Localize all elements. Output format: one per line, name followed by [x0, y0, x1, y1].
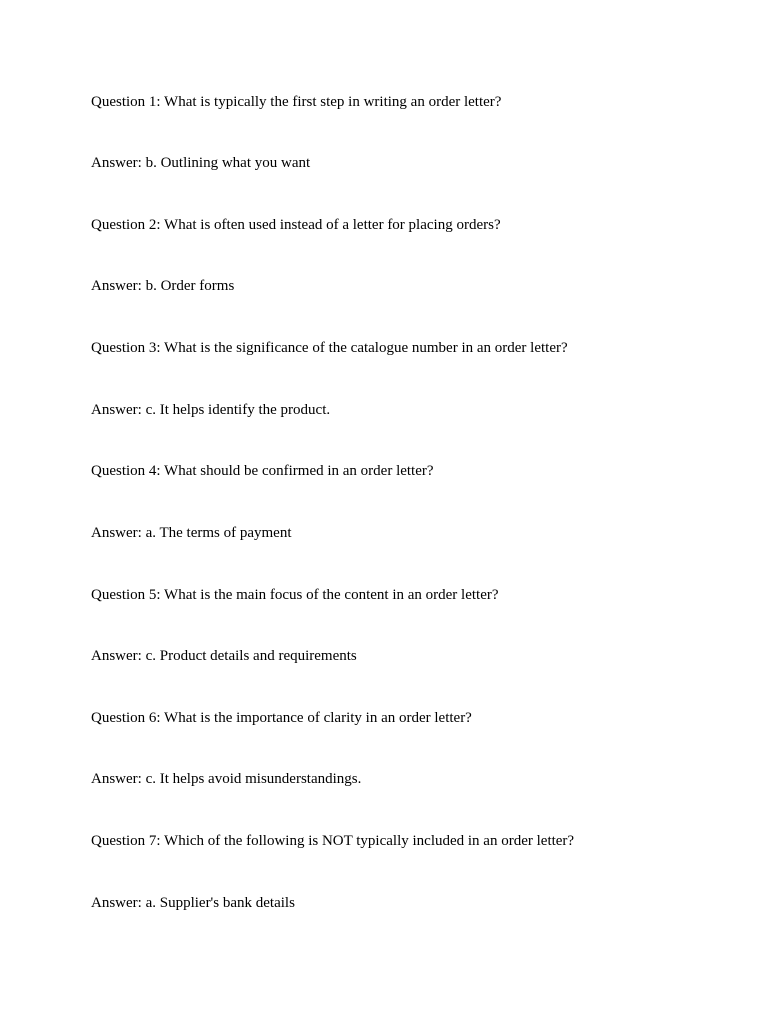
question-4: Question 4: What should be confirmed in an order letter?: [91, 463, 434, 479]
question-2: Question 2: What is often used instead of a letter for placing orders?: [91, 217, 501, 233]
question-1: Question 1: What is typically the first step in writing an order letter?: [91, 94, 502, 110]
answer-5: Answer: c. Product details and requirements: [91, 648, 357, 664]
question-7: Question 7: Which of the following is NOT typically included in an order letter?: [91, 833, 575, 849]
answer-1: Answer: b. Outlining what you want: [91, 155, 311, 171]
question-6: Question 6: What is the importance of clarity in an order letter?: [91, 710, 472, 726]
question-5: Question 5: What is the main focus of the content in an order letter?: [91, 587, 499, 603]
answer-4: Answer: a. The terms of payment: [91, 525, 292, 541]
answer-6: Answer: c. It helps avoid misunderstandings.: [91, 771, 362, 787]
answer-7: Answer: a. Supplier's bank details: [91, 895, 295, 911]
question-3: Question 3: What is the significance of the catalogue number in an order letter?: [91, 340, 568, 356]
answer-2: Answer: b. Order forms: [91, 278, 235, 294]
answer-3: Answer: c. It helps identify the product.: [91, 402, 331, 418]
